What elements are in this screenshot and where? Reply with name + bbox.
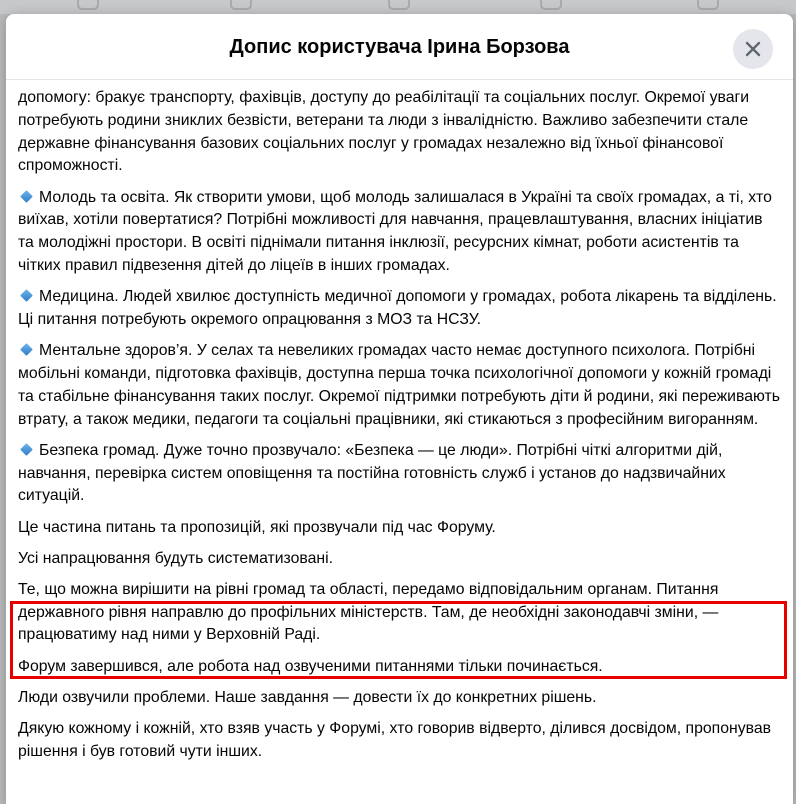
post-paragraph xyxy=(18,548,782,571)
post-paragraph xyxy=(18,440,782,508)
video-icon xyxy=(230,0,252,10)
paragraph-text: Ментальне здоров’я. У селах та невеликих громадах часто немає доступного психолога. Потрібні мобільні команди, підготовка фахівців, доступна перша точка психологічної допомоги у кожній громаді та стабільне фінансування таких послуг. Окремої підтримки потребують діти й родини, які переживають втрату, а також медики, педагоги та соціальні працівники, які стикаються з професійним вигоранням. xyxy=(18,342,780,428)
marketplace-icon xyxy=(388,0,410,10)
post-paragraph xyxy=(18,87,782,178)
background-navbar xyxy=(0,0,796,14)
groups-icon xyxy=(540,0,562,10)
paragraph-text: Медицина. Людей хвилює доступність медичної допомоги у громадах, робота лікарень та відділень. Ці питання потребують окремого опрацювання з МОЗ та НСЗУ. xyxy=(18,288,777,328)
gaming-icon xyxy=(697,0,719,10)
post-paragraph xyxy=(18,286,782,332)
paragraph-text: допомогу: бракує транспорту, фахівців, доступу до реабілітації та соціальних послуг. Окремої уваги потребують родини зниклих безвісти, ветерани та люди з інвалідністю. Важливо забезпечити стале державне фінансування базових соціальних послуг у громадах незалежно від їхньої фінансової спроможності. xyxy=(18,89,750,175)
post-paragraph xyxy=(18,517,782,540)
close-icon xyxy=(743,39,763,59)
paragraph-text: Люди озвучили проблеми. Наше завдання — довести їх до конкретних рішень. xyxy=(18,688,597,706)
paragraph-text: Дякую кожному і кожній, хто взяв участь у Форумі, хто говорив відверто, ділився досвідом, пропонував рішення і був готовий чути інших. xyxy=(18,720,772,760)
dialog-body xyxy=(6,80,793,804)
paragraph-text: Форум завершився, але робота над озвученими питаннями тільки починається. xyxy=(18,657,603,675)
paragraph-text: Безпека громад. Дуже точно прозвучало: «Безпека — це люди». Потрібні чіткі алгоритми дій, навчання, перевірка систем оповіщення та постійна готовність служб і установ до надзвичайних ситуацій. xyxy=(18,441,726,505)
post-dialog xyxy=(6,14,793,804)
paragraph-text: Усі напрацювання будуть систематизовані. xyxy=(18,549,334,567)
blue-diamond-icon xyxy=(20,344,33,357)
post-text xyxy=(6,87,793,764)
blue-diamond-icon xyxy=(20,190,33,203)
post-paragraph xyxy=(18,718,782,764)
post-paragraph xyxy=(18,656,782,679)
post-paragraph xyxy=(18,340,782,431)
dialog-title: Допис користувача Ірина Борзова xyxy=(229,36,570,58)
home-icon xyxy=(77,0,99,10)
blue-diamond-icon xyxy=(20,443,33,456)
dialog-header xyxy=(6,14,793,80)
close-button[interactable] xyxy=(733,29,773,69)
paragraph-text: Те, що можна вирішити на рівні громад та області, передамо відповідальним органам. Питання державного рівня направлю до профільних міністерств. Там, де необхідні законодавчі зміни, — працюватиму над ними у Верховній Раді. xyxy=(18,580,719,644)
post-paragraph xyxy=(18,579,782,647)
paragraph-text: Молодь та освіта. Як створити умови, щоб молодь залишалася в Україні та своїх громадах, а ті, хто виїхав, хотіли повертатися? Потрібні можливості для навчання, працевлаштування, власних ініціатив та молодіжні простори. В освіті піднімали питання інклюзії, ресурсних кімнат, роботи асистентів та чітких правил підвезення дітей до ліцеїв в інших громадах. xyxy=(18,188,772,274)
post-paragraph xyxy=(18,687,782,710)
post-paragraph xyxy=(18,187,782,278)
blue-diamond-icon xyxy=(20,290,33,303)
paragraph-text: Це частина питань та пропозицій, які прозвучали під час Форуму. xyxy=(18,518,496,536)
